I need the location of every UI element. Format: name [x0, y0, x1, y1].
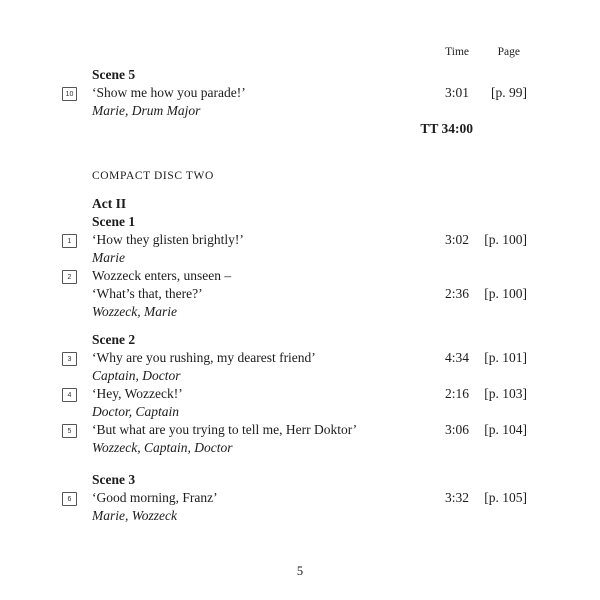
track-page-ref: [p. 99] — [491, 85, 527, 100]
scene-heading-scene3: Scene 3 — [92, 472, 136, 487]
track-performers: Marie, Drum Major — [92, 103, 201, 118]
track-time: 3:01 — [444, 85, 469, 100]
track-page-ref: [p. 101] — [484, 350, 527, 365]
time-column-header: Time — [445, 46, 469, 58]
track-page-ref: [p. 100] — [484, 232, 527, 247]
track-time: 2:16 — [444, 386, 469, 401]
track-page-ref: [p. 104] — [484, 422, 527, 437]
track-title: ‘Why are you rushing, my dearest friend’ — [92, 350, 316, 365]
track-time: 3:06 — [444, 422, 469, 437]
track-title: ‘Hey, Wozzeck!’ — [92, 386, 183, 401]
track-performers: Marie — [92, 250, 125, 265]
track-time: 4:34 — [444, 350, 469, 365]
scene-heading-scene5: Scene 5 — [92, 67, 136, 82]
track-performers: Wozzeck, Captain, Doctor — [92, 440, 233, 455]
track-number-box: 5 — [62, 424, 77, 438]
track-time: 3:02 — [444, 232, 469, 247]
track-line — [92, 267, 527, 285]
track-number-box: 6 — [62, 492, 77, 506]
track-line — [92, 285, 527, 303]
track-entry-4 — [67, 385, 527, 421]
track-line — [92, 231, 527, 249]
track-title: ‘What’s that, there?’ — [92, 286, 203, 301]
track-entry-5 — [67, 421, 527, 457]
track-line — [92, 349, 527, 367]
scene-heading-scene1: Scene 1 — [92, 214, 136, 229]
act-heading-act2: Act II — [92, 196, 127, 211]
track-line — [92, 84, 527, 102]
track-title: ‘But what are you trying to tell me, Herr Doktor’ — [92, 422, 358, 437]
disc-two-heading: COMPACT DISC TWO — [92, 170, 214, 182]
track-number-box: 2 — [62, 270, 77, 284]
page-column-header: Page — [497, 46, 520, 58]
track-line — [92, 421, 527, 439]
track-number-box: 4 — [62, 388, 77, 402]
track-page-ref: [p. 103] — [484, 386, 527, 401]
track-number-box: 10 — [62, 87, 77, 101]
disc-one-total-time: TT 34:00 — [420, 121, 473, 136]
track-entry-1 — [67, 231, 527, 267]
track-title: ‘How they glisten brightly!’ — [92, 232, 244, 247]
track-time: 3:32 — [444, 490, 469, 505]
track-pre-title: Wozzeck enters, unseen – — [92, 268, 232, 283]
track-number-box: 1 — [62, 234, 77, 248]
track-number-box: 3 — [62, 352, 77, 366]
track-title: ‘Show me how you parade!’ — [92, 85, 246, 100]
page-number: 5 — [296, 564, 304, 578]
track-performers: Marie, Wozzeck — [92, 508, 177, 523]
track-line — [92, 489, 527, 507]
scene-heading-scene2: Scene 2 — [92, 332, 136, 347]
track-performers: Captain, Doctor — [92, 368, 181, 383]
track-title: ‘Good morning, Franz’ — [92, 490, 218, 505]
track-page-ref: [p. 100] — [484, 286, 527, 301]
track-performers: Wozzeck, Marie — [92, 304, 177, 319]
tracklist-content — [65, 43, 527, 525]
track-line — [92, 385, 527, 403]
track-entry-6 — [67, 489, 527, 525]
track-entry-2 — [67, 267, 527, 321]
track-time: 2:36 — [444, 286, 469, 301]
column-headers — [92, 43, 527, 61]
track-page-ref: [p. 105] — [484, 490, 527, 505]
track-performers: Doctor, Captain — [92, 404, 180, 419]
track-entry-10 — [65, 84, 527, 120]
track-entry-3 — [67, 349, 527, 385]
